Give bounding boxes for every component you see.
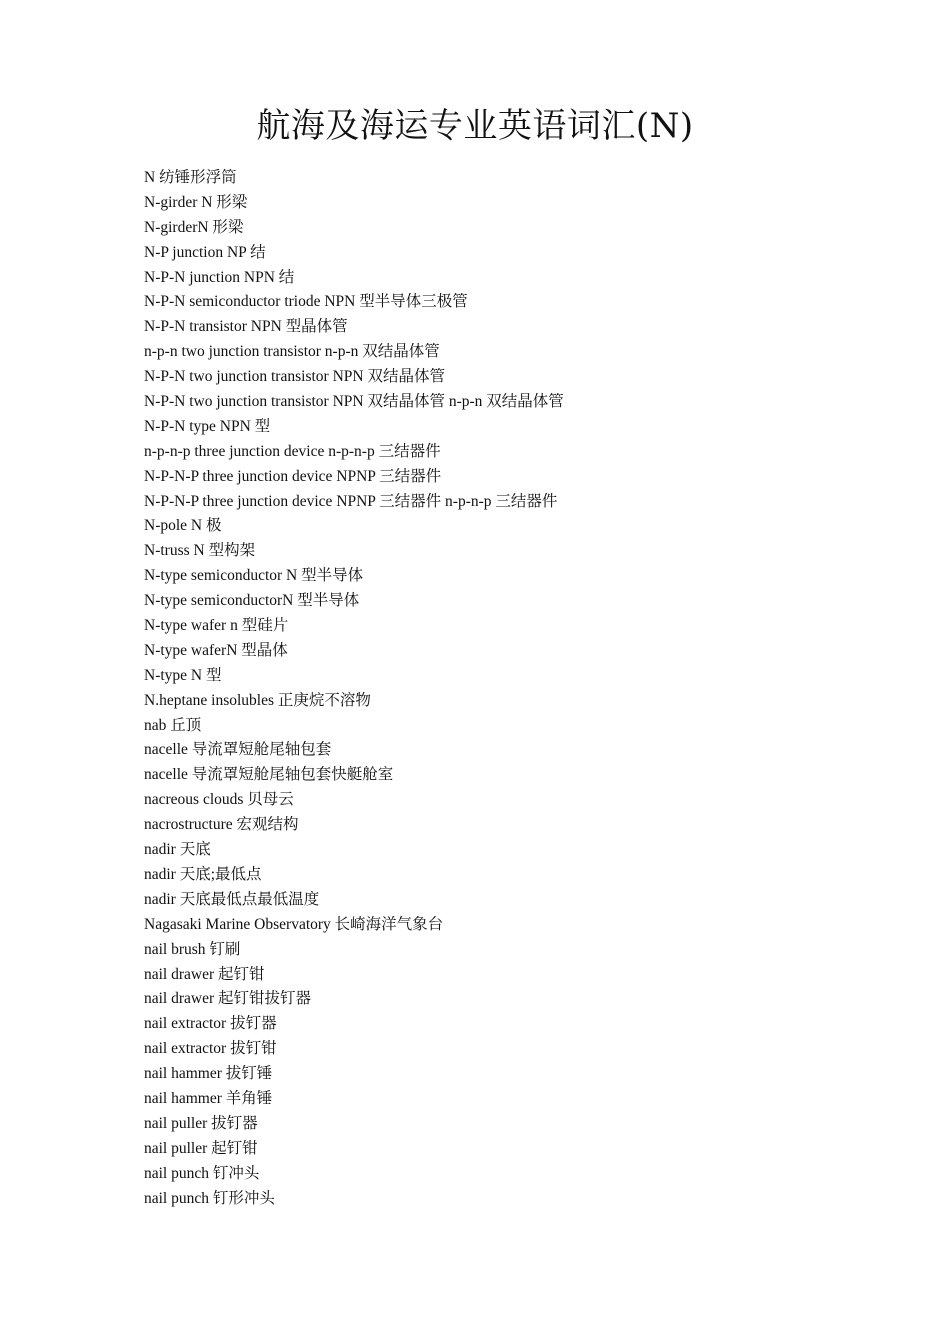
glossary-entry: N-P-N two junction transistor NPN 双结晶体管 n-p-n 双结晶体管: [144, 393, 564, 411]
glossary-entry: N-P-N type NPN 型: [144, 417, 271, 435]
glossary-entry: nail extractor 拔钉钳: [144, 1040, 277, 1058]
glossary-entry: nacelle 导流罩短舱尾轴包套: [144, 741, 332, 759]
glossary-entry: n-p-n-p three junction device n-p-n-p 三结器件: [144, 442, 441, 460]
glossary-entry: N-P-N-P three junction device NPNP 三结器件: [144, 467, 442, 485]
glossary-entry: nacelle 导流罩短舱尾轴包套快艇舱室: [144, 766, 394, 784]
glossary-entry: N.heptane insolubles 正庚烷不溶物: [144, 691, 371, 709]
glossary-entry: nail drawer 起钉钳: [144, 965, 265, 983]
glossary-entry: N-P-N transistor NPN 型晶体管: [144, 318, 348, 336]
glossary-entry: nail punch 钉形冲头: [144, 1189, 275, 1207]
glossary-entry: nacrostructure 宏观结构: [144, 816, 299, 834]
glossary-entry: N-girderN 形梁: [144, 218, 244, 236]
glossary-entry: N-P-N junction NPN 结: [144, 268, 295, 286]
glossary-entry: nail hammer 拔钉锤: [144, 1065, 273, 1083]
glossary-entry: N-P-N semiconductor triode NPN 型半导体三极管: [144, 293, 468, 311]
page-title: 航海及海运专业英语词汇(N): [256, 106, 694, 146]
glossary-entry: N-type waferN 型晶体: [144, 641, 288, 659]
glossary-entry: nail puller 拔钉器: [144, 1114, 258, 1132]
glossary-entry: N-girder N 形梁: [144, 193, 248, 211]
glossary-entry: N 纺锤形浮筒: [144, 169, 237, 186]
glossary-entry: N-type wafer n 型硅片: [144, 617, 289, 635]
glossary-entry: N-type semiconductor N 型半导体: [144, 567, 364, 585]
glossary-entry: N-type N 型: [144, 666, 222, 684]
glossary-entry: N-P-N two junction transistor NPN 双结晶体管: [144, 368, 445, 386]
glossary-entry: N-P junction NP 结: [144, 243, 266, 261]
glossary-entry: N-P-N-P three junction device NPNP 三结器件 n-p-n-p 三结器件: [144, 492, 558, 510]
glossary-entry: N-pole N 极: [144, 517, 222, 535]
glossary-entry: N-truss N 型构架: [144, 542, 256, 560]
glossary-entry: nail hammer 羊角锤: [144, 1089, 273, 1107]
glossary-entry: N-type semiconductorN 型半导体: [144, 592, 360, 610]
glossary-entry: nab 丘顶: [144, 716, 202, 734]
glossary-entry: nacreous clouds 贝母云: [144, 791, 294, 809]
glossary-entry: n-p-n two junction transistor n-p-n 双结晶体管: [144, 343, 440, 361]
glossary-list: [144, 166, 844, 1211]
glossary-entry: nail extractor 拔钉器: [144, 1015, 277, 1033]
glossary-entry: nail punch 钉冲头: [144, 1164, 260, 1182]
glossary-entry: nail drawer 起钉钳拔钉器: [144, 990, 312, 1008]
glossary-entry: nail brush 钉刷: [144, 940, 241, 958]
glossary-entry: nadir 天底最低点最低温度: [144, 890, 320, 908]
glossary-entry: nadir 天底: [144, 841, 211, 859]
glossary-entry: nadir 天底;最低点: [144, 865, 262, 883]
glossary-entry: nail puller 起钉钳: [144, 1139, 258, 1157]
glossary-entry: Nagasaki Marine Observatory 长崎海洋气象台: [144, 915, 444, 933]
